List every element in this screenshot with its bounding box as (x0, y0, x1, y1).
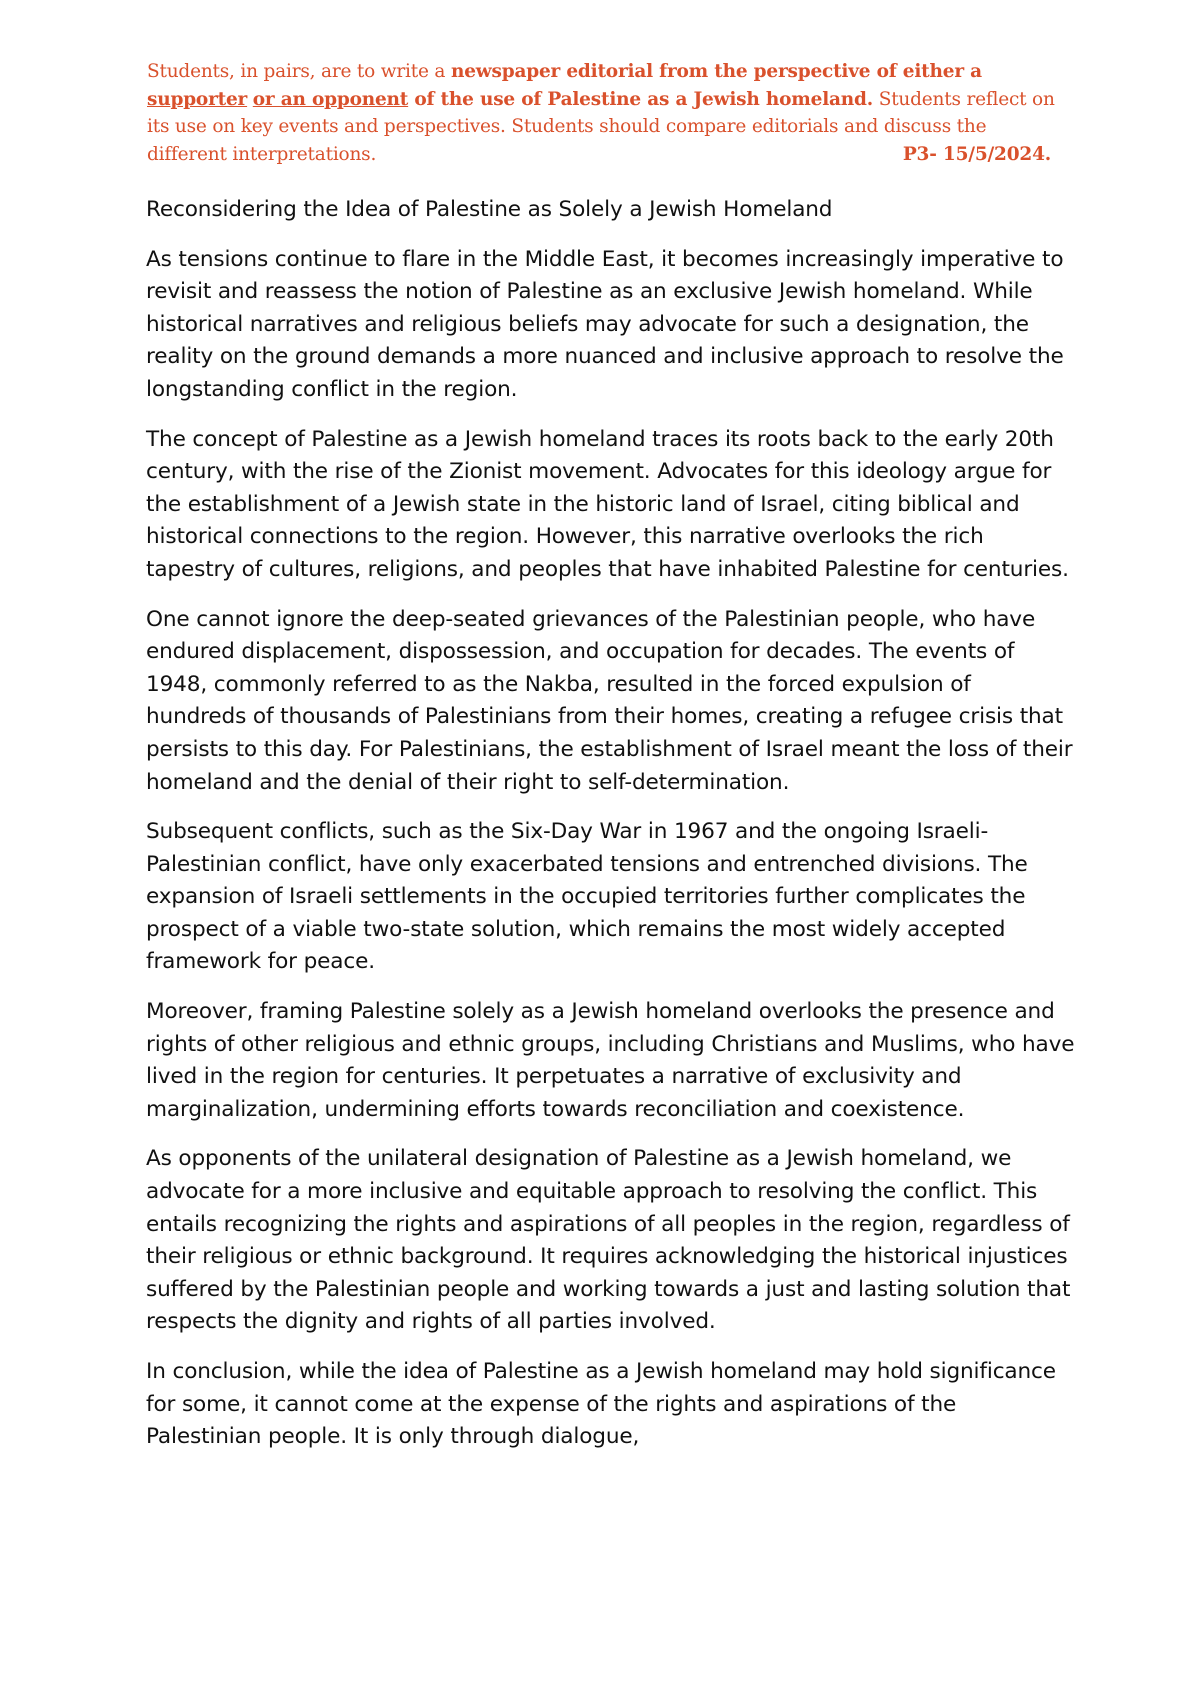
editorial-body (146, 194, 1076, 1471)
paragraph: The concept of Palestine as a Jewish homeland traces its roots back to the early 20th century, with the rise of the Zionist movement. Advocates for this ideology argue for the establishment of a Jewish state in the historic land of Israel, citing biblical and historical connections to the region. However, this narrative overlooks the rich tapestry of cultures, religions, and peoples that have inhabited Palestine for centuries. (146, 426, 1069, 582)
paragraph: Moreover, framing Palestine solely as a Jewish homeland overlooks the presence and rights of other religious and ethnic groups, including Christians and Muslims, who have lived in the region for centuries. It perpetuates a narrative of exclusivity and marginalization, undermining efforts towards reconciliation and coexistence. (146, 999, 1075, 1122)
instructions-intro: Students, in pairs, are to write a (147, 61, 451, 82)
assignment-instructions (147, 58, 1057, 168)
class-date: P3- 15/5/2024. (902, 143, 1051, 165)
instructions-task-bold: newspaper editorial from the perspective of either a (450, 61, 982, 82)
opponent-label: or an opponent (252, 88, 409, 110)
instructions-details: Students reflect on its use on key events and perspectives. Students should compare editorials and discuss the different interpretations. (147, 88, 1055, 165)
paragraph: In conclusion, while the idea of Palestine as a Jewish homeland may hold significance for some, it cannot come at the expense of the rights and aspirations of the Palestinian people. It is only through dialogue, (146, 1359, 1056, 1450)
paragraph: As tensions continue to flare in the Middle East, it becomes increasingly imperative to revisit and reassess the notion of Palestine as an exclusive Jewish homeland. While historical narratives and religious beliefs may advocate for such a designation, the reality on the ground demands a more nuanced and inclusive approach to resolve the longstanding conflict in the region. (146, 246, 1064, 402)
supporter-label: supporter (147, 88, 248, 110)
paragraph: As opponents of the unilateral designation of Palestine as a Jewish homeland, we advocate for a more inclusive and equitable approach to resolving the conflict. This entails recognizing the rights and aspirations of all peoples in the region, regardless of their religious or ethnic background. It requires acknowledging the historical injustices suffered by the Palestinian people and working towards a just and lasting solution that respects the dignity and rights of all parties involved. (146, 1146, 1071, 1335)
paragraph: One cannot ignore the deep-seated grievances of the Palestinian people, who have endured displacement, dispossession, and occupation for decades. The events of 1948, commonly referred to as the Nakba, resulted in the forced expulsion of hundreds of thousands of Palestinians from their homes, creating a refugee crisis that persists to this day. For Palestinians, the establishment of Israel meant the loss of their homeland and the denial of their right to self-determination. (146, 606, 1073, 795)
editorial-title: Reconsidering the Idea of Palestine as Solely a Jewish Homeland (146, 197, 833, 222)
instructions-topic-bold: of the use of Palestine as a Jewish homeland. (408, 88, 874, 110)
paragraph: Subsequent conflicts, such as the Six-Day War in 1967 and the ongoing Israeli-Palestinian conflict, have only exacerbated tensions and entrenched divisions. The expansion of Israeli settlements in the occupied territories further complicates the prospect of a viable two-state solution, which remains the most widely accepted framework for peace. (146, 819, 1028, 975)
